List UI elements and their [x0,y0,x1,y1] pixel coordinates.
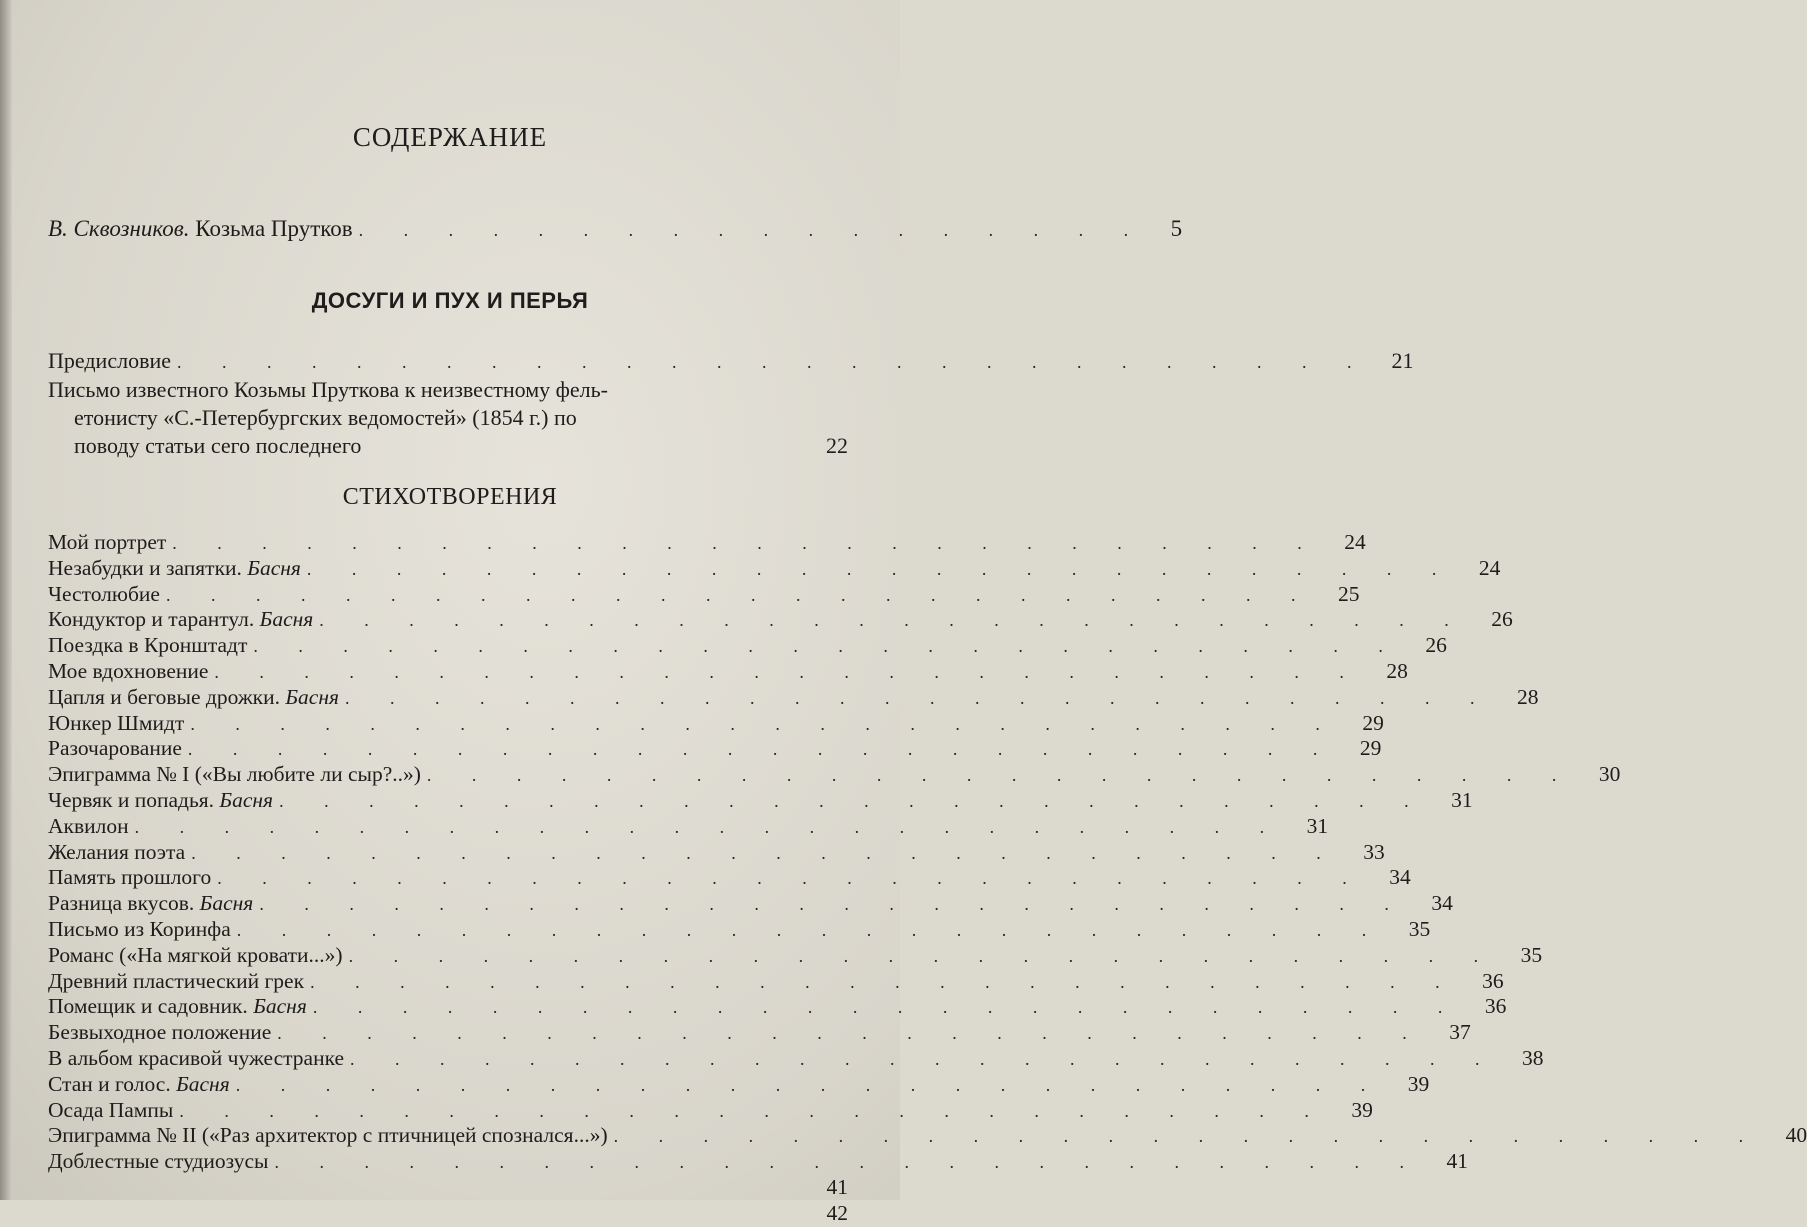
entry-title: Желания поэта [48,839,186,864]
page-number: 34 [1389,865,1411,890]
toc-entry [48,839,1385,866]
page-number: 35 [1408,916,1431,941]
entry-line: Письмо известного Козьмы Пруткова к неизвестному фель- [48,377,608,402]
toc-entry [48,994,1507,1020]
toc-entry-cutoff [48,1175,848,1201]
page-number: 35 [1520,942,1543,967]
entry-title: Кондуктор и тарантул. Басня [48,607,314,632]
toc-entry [48,581,1360,608]
toc-entry [48,1071,1430,1098]
entry-title: Честолюбие [48,581,160,606]
page-number: 41 [826,1174,848,1199]
leader-dots: . . . . . . . . . . . . . . . . . . . . . . . . . . [306,558,1455,579]
leader-dots: . . . . . . . . . . . . . . . . . . . . . . . . . . [165,584,1314,605]
page-title: СОДЕРЖАНИЕ [352,122,548,152]
entry-title: Аквилон [48,813,129,838]
toc-entry [48,710,1384,737]
toc-entry [48,968,1504,995]
leader-dots: . . . . . . . . . . . . . . . . . . . . . . . . . . [253,636,1401,657]
page-number: 29 [1359,736,1382,761]
toc-entry [48,736,1382,762]
entry-title: Безвыходное положение [48,1020,272,1045]
page-number: 26 [1491,607,1513,632]
entry-title: Древний пластический грек [48,968,305,993]
entry-title: Осада Пампы [48,1097,174,1122]
leader-dots: . . . . . . . . . . . . . . . . . . . . . . . . . . [274,1152,1422,1173]
page-number: 36 [1484,994,1507,1019]
entry-title: Эпиграмма № I («Вы любите ли сыр?..») [48,762,421,787]
page-number: 24 [1344,530,1366,554]
toc-entry [48,1020,1471,1046]
entry-title: В альбом красивой чужестранке [48,1045,345,1070]
leader-dots: . . . . . . . . . . . . . . . . . . . . . . . . . . [187,739,1336,760]
entry-title: Поездка в Кронштадт [48,633,248,658]
entry-genre: Басня [259,607,314,632]
entry-title: Червяк и попадья. Басня [48,787,274,812]
page-number: 36 [1482,968,1504,993]
page-number: 41 [1446,1149,1468,1174]
page-number: 31 [1306,813,1329,838]
leader-dots: . . . . . . . . . . . . . . . . . . . . . . . . . . [350,1048,1498,1069]
page-number: 31 [1451,787,1473,812]
leader-dots: . . . . . . . . . . . . . . . . . . [358,220,1147,240]
leader-dots: . . . . . . . . . . . . . . . . . . . . . . . . . . [348,945,1497,966]
leader-dots: . . . . . . . . . . . . . . . . . . . . . . . . . . [310,971,1458,992]
page-number: 30 [1598,762,1621,787]
entry-line: етонисту «С.-Петербургских ведомостей» (1854 г.) по [74,405,577,430]
entry-title: Память прошлого [48,865,212,890]
leader-dots: . . . . . . . . . . . . . . . . . . . . . . . . . . [613,1126,1762,1147]
toc-list [48,530,1807,1227]
entry-title: Романс («На мягкой кровати...») [48,942,343,967]
toc-entry [48,530,1366,556]
entry-title: Мой портрет [48,530,167,554]
page-number: 22 [826,433,848,458]
entry-genre: Басня [199,891,254,916]
leader-dots: . . . . . . . . . . . . . . . . . . . . . . . . . . [426,765,1575,786]
leader-dots: . . . . . . . . . . . . . . . . . . . . . . . . . . [134,816,1283,837]
page-number: 26 [1425,633,1447,658]
page-number: 39 [1351,1097,1373,1122]
entry-title: Предисловие [48,348,171,373]
toc-entry [48,1045,1544,1072]
toc-entry [48,684,1539,711]
page-number: 28 [1517,684,1539,709]
toc-entry [48,916,1431,943]
entry-title: Мое вдохновение [48,658,209,683]
spine-shadow [0,0,12,1200]
leader-dots: . . . . . . . . . . . . . . . . . . . . . . . . . . [259,894,1407,915]
section-heading: СТИХОТВОРЕНИЯ [342,484,558,510]
toc-entry-letter [48,376,848,460]
page-number: 29 [1362,710,1384,735]
leader-dots: . . . . . . . . . . . . . . . . . . . . . . . . . . [236,919,1385,940]
entry-title: Помещик и садовник. Басня [48,994,307,1019]
toc-entry [48,787,1473,814]
toc-entry-preface [48,348,1414,375]
entry-title: Доблестные студиозусы [48,1149,269,1174]
entry-genre: Басня [176,1071,230,1096]
page-number: 40 [1785,1123,1807,1148]
toc-entry [48,762,1621,788]
toc-entry [48,633,1447,659]
toc-entry [48,942,1543,969]
toc-entry [48,555,1501,582]
leader-dots: . . . . . . . . . . . . . . . . . . . . . . . . . . . [177,352,1370,372]
entry-genre: Басня [253,994,307,1019]
toc-entry [48,1149,1468,1175]
page-number: 37 [1449,1020,1471,1045]
toc-entry [48,891,1453,917]
toc-entry [48,658,1408,685]
leader-dots: . . . . . . . . . . . . . . . . . . . . . . . . . . [179,1100,1327,1121]
page-number: 38 [1522,1045,1544,1070]
leader-dots: . . . . . . . . . . . . . . . . . . . . . . . . . . [312,997,1461,1018]
toc-entry-author [48,216,1183,243]
page-number: 28 [1386,658,1408,683]
entry-title: Юнкер Шмидт [48,710,185,735]
leader-dots: . . . . . . . . . . . . . . . . . . . . . . . . . . [319,610,1467,631]
entry-title: Стан и голос. Басня [48,1071,230,1096]
leader-dots: . . . . . . . . . . . . . . . . . . . . . . . . . . [172,533,1320,553]
page-number: 39 [1407,1071,1430,1096]
page-number: 21 [1391,348,1414,373]
entry-genre: Басня [219,787,274,812]
page-number: 33 [1363,839,1385,864]
entry-genre: Басня [247,555,301,580]
entry-title: Письмо из Коринфа [48,916,231,941]
toc-entry [48,607,1513,633]
leader-dots: . . . . . . . . . . . . . . . . . . . . . . . . . . [345,687,1493,708]
entry-title: Незабудки и запятки. Басня [48,555,301,580]
leader-dots: . . . . . . . . . . . . . . . . . . . . . . . . . . [279,790,1427,811]
toc-entry-cutoff [48,1201,848,1227]
page-number: 42 [826,1200,848,1225]
leader-dots: . . . . . . . . . . . . . . . . . . . . . . . . . . [217,868,1365,889]
leader-dots: . . . . . . . . . . . . . . . . . . . . . . . . . . [277,1023,1425,1044]
entry-title: Цапля и беговые дрожки. Басня [48,684,340,709]
page-number: 34 [1431,891,1453,916]
entry-title: Разница вкусов. Басня [48,891,254,916]
leader-dots: . . . . . . . . . . . . . . . . . . . . . . . . . . [190,713,1338,734]
page-number: 5 [1170,216,1183,241]
page-number: 25 [1337,581,1360,606]
toc-entry [48,865,1411,891]
author-name: В. Сквозников. [48,216,190,241]
section-heading: ДОСУГИ И ПУХ И ПЕРЬЯ [311,288,589,313]
entry-title: Козьма Прутков [195,216,353,241]
page-number: 24 [1478,555,1501,580]
leader-dots: . . . . . . . . . . . . . . . . . . . . . . . . . . [235,1074,1384,1095]
leader-dots: . . . . . . . . . . . . . . . . . . . . . . . . . . [214,661,1362,682]
toc-entry [48,813,1329,840]
entry-genre: Басня [285,684,340,709]
entry-line: поводу статьи сего последнего [74,433,362,458]
leader-dots: . . . . . . . . . . . . . . . . . . . . . . . . . . [191,842,1339,863]
entry-title: Эпиграмма № II («Раз архитектор с птичницей спознался...») [48,1123,608,1148]
entry-title: Разочарование [48,736,182,761]
toc-entry [48,1123,1807,1149]
toc-entry [48,1097,1373,1124]
